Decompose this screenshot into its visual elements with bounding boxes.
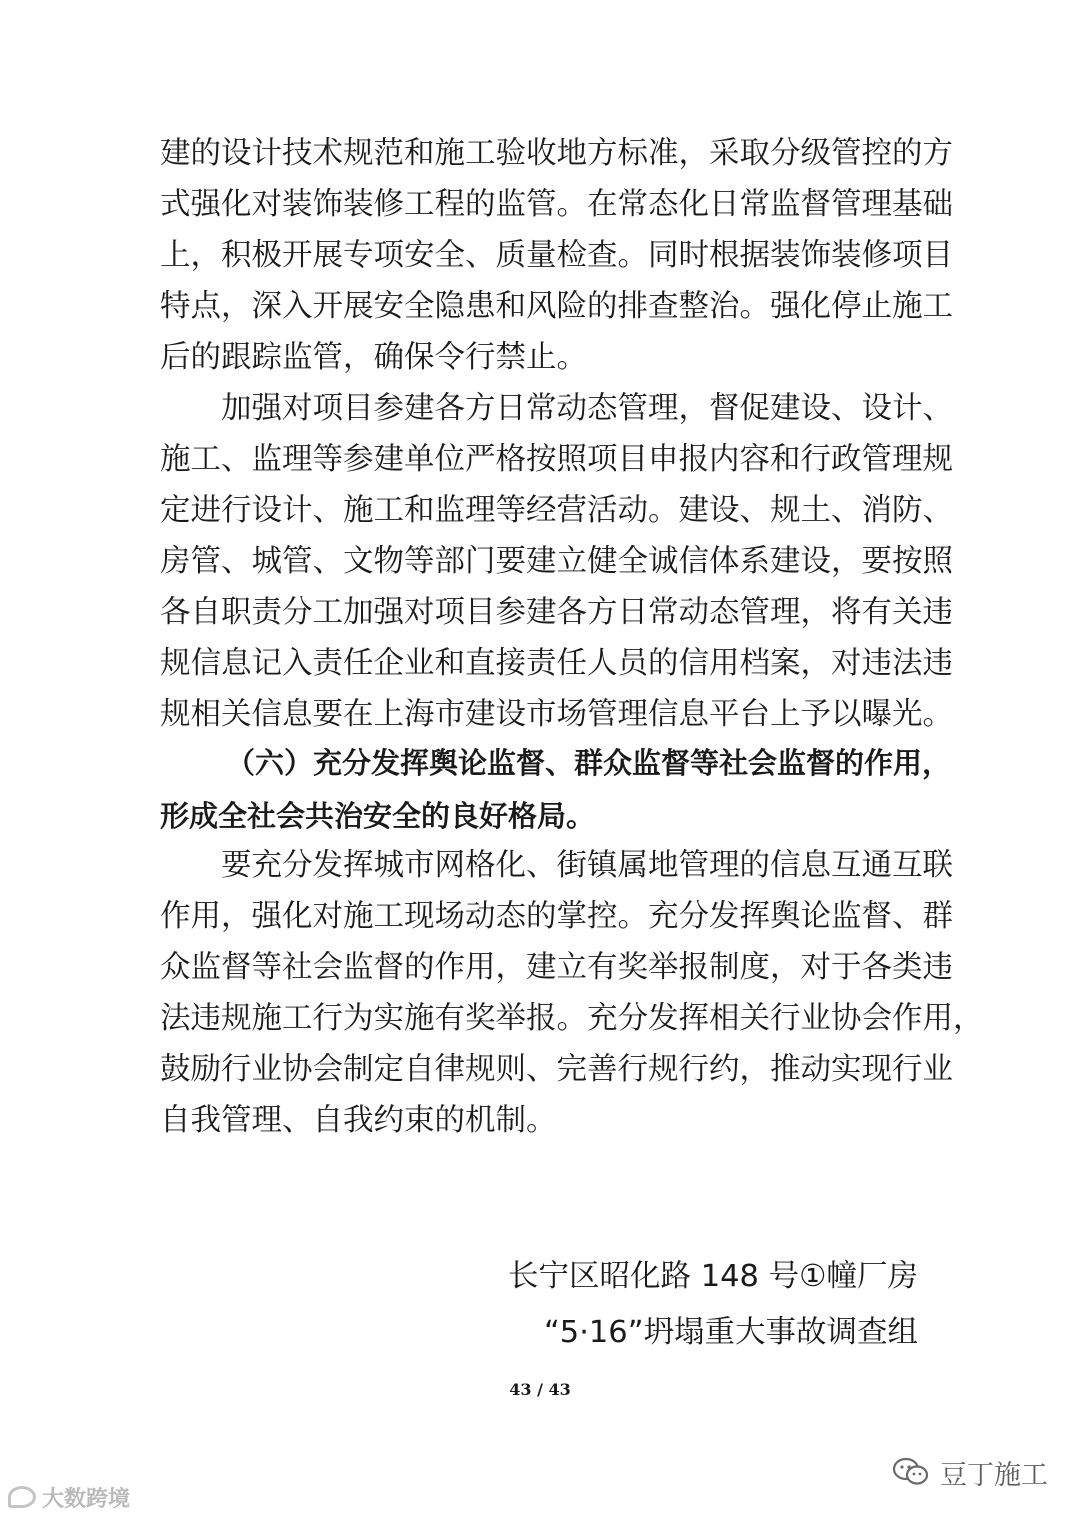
text-line: 规相关信息要在上海市建设市场管理信息平台上予以曝光。	[160, 697, 953, 732]
text-line: 规信息记入责任企业和直接责任人员的信用档案，对违法违	[160, 646, 953, 681]
text-line: 施工、监理等参建单位严格按照项目申报内容和行政管理规	[160, 442, 953, 477]
watermark-right	[892, 1452, 1048, 1492]
heading-line: （六）充分发挥舆论监督、群众监督等社会监督的作用，	[226, 746, 952, 780]
text-line: 各自职责分工加强对项目参建各方日常动态管理，将有关违	[160, 595, 953, 630]
watermark-right-text: 豆丁施工	[940, 1459, 1048, 1491]
heading-line: 形成全社会共治安全的良好格局。	[160, 799, 596, 833]
text-line: 上，积极开展专项安全、质量检查。同时根据装饰装修项目	[160, 238, 953, 273]
signature-address: 长宁区昭化路 148 号①幢厂房	[508, 1259, 918, 1294]
signature-block	[318, 1249, 918, 1361]
paragraph-3	[160, 840, 984, 1146]
page-number: 43 / 43	[509, 1380, 571, 1399]
text-line: 式强化对装饰装修工程的监管。在常态化日常监督管理基础	[160, 187, 953, 222]
dashu-logo-icon	[8, 1486, 36, 1508]
text-line: 建的设计技术规范和施工验收地方标准，采取分级管控的方	[160, 136, 953, 171]
text-line: 定进行设计、施工和监理等经营活动。建设、规土、消防、	[160, 493, 953, 528]
paragraph-2	[160, 383, 953, 740]
signature-organization: “5·16”坍塌重大事故调查组	[543, 1315, 918, 1350]
wechat-icon	[892, 1457, 930, 1487]
text-line: 自我管理、自我约束的机制。	[160, 1103, 557, 1138]
section-heading	[160, 737, 952, 843]
text-line: 特点，深入开展安全隐患和风险的排查整治。强化停止施工	[160, 289, 953, 324]
text-line: 房管、城管、文物等部门要建立健全诚信体系建设，要按照	[160, 544, 953, 579]
text-line: 法违规施工行为实施有奖举报。充分发挥相关行业协会作用，	[160, 1001, 984, 1036]
text-line: 作用，强化对施工现场动态的掌控。充分发挥舆论监督、群	[160, 899, 953, 934]
text-line: 加强对项目参建各方日常动态管理，督促建设、设计、	[221, 391, 953, 426]
watermark-left-text: 大数跨境	[42, 1486, 131, 1512]
text-line: 后的跟踪监管，确保令行禁止。	[160, 340, 587, 375]
text-line: 鼓励行业协会制定自律规则、完善行规行约，推动实现行业	[160, 1052, 953, 1087]
text-line: 众监督等社会监督的作用，建立有奖举报制度，对于各类违	[160, 950, 953, 985]
text-line: 要充分发挥城市网格化、街镇属地管理的信息互通互联	[221, 848, 953, 883]
paragraph-1	[160, 128, 953, 383]
watermark-left	[8, 1482, 130, 1512]
